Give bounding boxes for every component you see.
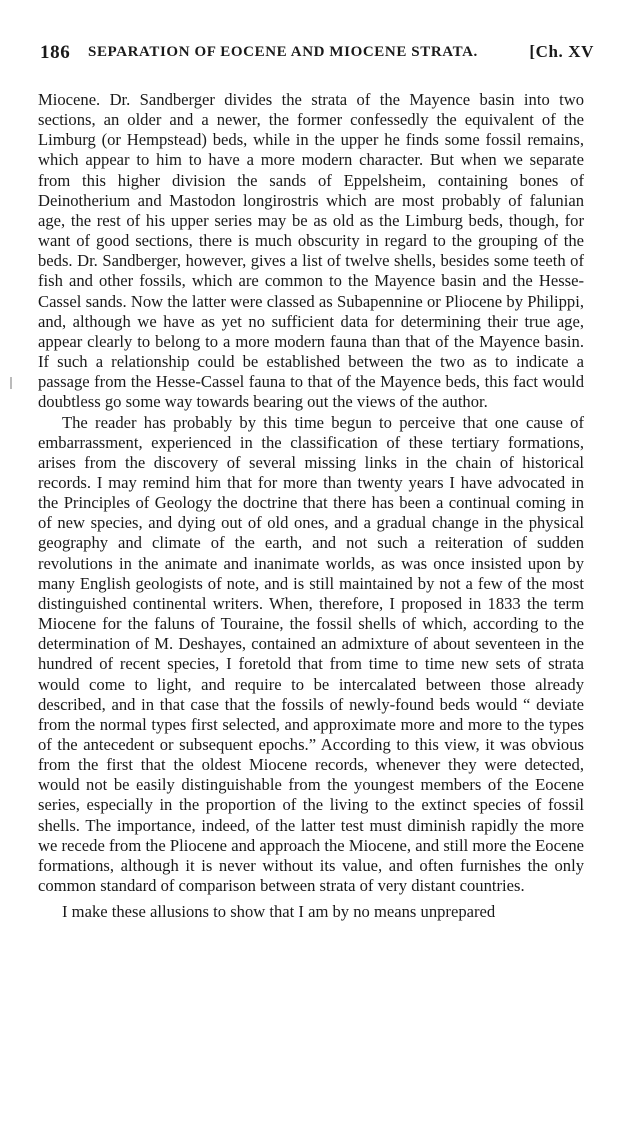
scan-artifact [10, 377, 12, 389]
running-header [34, 38, 594, 68]
page-number: 186 [40, 42, 71, 63]
chapter-marker: [Ch. XV [529, 42, 594, 61]
running-title: SEPARATION OF EOCENE AND MIOCENE STRATA. [88, 44, 478, 60]
paragraph-1: Miocene. Dr. Sandberger divides the strata of the Mayence basin into two sections, an older and a newer, the former confessedly the equivalent of the Limburg (or Hempstead) beds, while in the upper he finds some fossil remains, which appear to him to have a more modern character. But when we separate from this higher division the sands of Eppelsheim, containing bones of Deinotherium and Mastodon longirostris which are most probably of falunian age, the rest of his upper series may be as old as the Limburg beds, though, for want of good sections, there is much obscurity in regard to the grouping of the beds. Dr. Sandberger, however, gives a list of twelve shells, besides some teeth of fish and other fossils, which are common to the Mayence basin and the Hesse-Cassel sands. Now the latter were classed as Subapennine or Pliocene by Philippi, and, although we have as yet no sufficient data for determining their true age, appear clearly to belong to a more modern fauna than that of the Mayence basin. If such a relationship could be established between the two as to indicate a passage from the Hesse-Cassel fauna to that of the Mayence beds, this fact would doubtless go some way towards bearing out the views of the author. [38, 90, 584, 412]
paragraph-3: I make these allusions to show that I am by no means unprepared [62, 902, 496, 922]
paragraph-2: The reader has probably by this time begun to perceive that one cause of embarrassment, experienced in the classification of these tertiary formations, arises from the discovery of several missing links in the chain of historical records. I may remind him that for more than twenty years I have advocated in the Principles of Geology the doctrine that there has been a continual coming in of new species, and dying out of old ones, and a gradual change in the physical geography and climate of the earth, and not such a reiteration of sudden revolutions in the animate and inanimate worlds, as was once insisted upon by many English geologists of note, and is still maintained by not a few of the most distinguished continental writers. When, therefore, I proposed in 1833 the term Miocene for the faluns of Touraine, the fossil shells of which, according to the determination of M. Deshayes, contained an admixture of about seventeen in the hundred of recent species, I foretold that from time to time new sets of strata would come to light, and require to be intercalated between those already described, and in that case that the fossils of newly-found beds would “ deviate from the normal types first selected, and approximate more and more to the types of the antecedent or subsequent epochs.” According to this view, it was obvious from the first that the oldest Miocene records, whenever they were detected, would not be easily distinguishable from the youngest members of the Eocene series, especially in the proportion of the living to the extinct species of fossil shells. The importance, indeed, of the latter test must diminish rapidly the more we recede from the Pliocene and approach the Miocene, and still more the Eocene formations, although it is never without its value, and often furnishes the only common standard of comparison between strata of very distant countries. [38, 412, 584, 896]
body-text [38, 90, 584, 922]
